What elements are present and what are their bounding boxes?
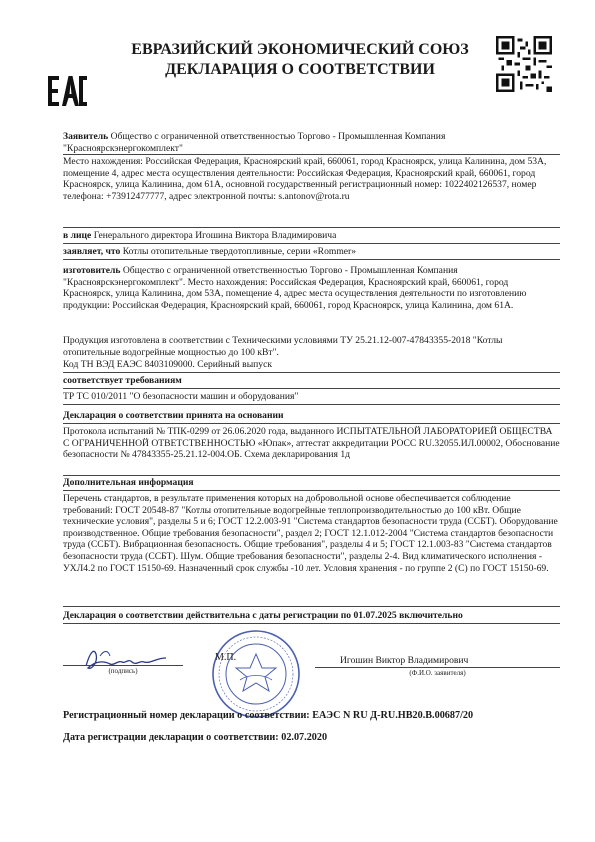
representative-name: Генерального директора Игошина Виктора Владимировича	[93, 230, 337, 241]
header-line-1: ЕВРАЗИЙСКИЙ ЭКОНОМИЧЕСКИЙ СОЮЗ	[131, 41, 469, 58]
signer-caption: (Ф.И.О. заявителя)	[409, 669, 466, 677]
production-standard: Продукция изготовлена в соответствии с Техническими условиями ТУ 25.21.12-007-47843355-2018 "Котлы отопительные водогрейные мощностью до 100 кВт".	[63, 335, 503, 358]
representative-block	[63, 230, 560, 242]
registration-date	[63, 732, 560, 744]
applicant-block	[63, 131, 560, 154]
hs-code: Код ТН ВЭД ЕАЭС 8403109000. Серийный выпуск	[63, 359, 273, 370]
stamp-mp: М.П.	[215, 652, 237, 663]
applicant-name: Общество с ограниченной ответственностью Торгово - Промышленная Компания "Красноярскэнергокомплект"	[63, 131, 446, 154]
signer-name: Игошин Виктор Владимирович	[340, 655, 469, 666]
registration-date-label: Дата регистрации декларации о соответствии:	[63, 732, 279, 743]
manufacturer-text: Общество с ограниченной ответственностью Торгово - Промышленная Компания "Красноярскэнергокомплект". Место нахождения: Российская Федерация, Красноярский край, 660061, город Красноярск, улица Калинина, дом 53А, помещение 4, адрес места осуществления деятельности по изготовлению продукции: Российская Федерация, Красноярский край, 660061, город Красноярск, улица Калинина, дом 61А.	[63, 265, 527, 311]
declares-label: заявляет, что	[63, 246, 121, 257]
eac-logo	[46, 70, 88, 112]
registration-number-value: ЕАЭС N RU Д-RU.НВ20.В.00687/20	[312, 710, 474, 721]
validity-text: Декларация о соответствии действительна с даты регистрации по 01.07.2025 включительно	[63, 610, 463, 621]
header-line-2: ДЕКЛАРАЦИЯ О СООТВЕТСТВИИ	[165, 61, 435, 78]
applicant-label: Заявитель	[63, 131, 109, 142]
basis-text: Протокола испытаний № ТПК-0299 от 26.06.2020 года, выданного ИСПЫТАТЕЛЬНОЙ ЛАБОРАТОРИЕЙ ОБЩЕСТВА С ОГРАНИЧЕННОЙ ОТВЕТСТВЕННОСТЬЮ «Юпак», аттестат аккредитации РОСС RU.32055.ИЛ.00002, Обоснование безопасности № 47843355-25.21.12-004.ОБ. Схема декларирования 1д	[63, 426, 560, 461]
representative-label: в лице	[63, 230, 92, 241]
requirements-label: соответствует требованиям	[63, 375, 182, 386]
registration-number-label: Регистрационный номер декларации о соответствии:	[63, 710, 310, 721]
qr-code-icon	[496, 36, 552, 92]
declares-block	[63, 246, 560, 258]
manufacturer-label: изготовитель	[63, 265, 121, 276]
additional-label: Дополнительная информация	[63, 477, 194, 488]
requirements-text: ТР ТС 010/2011 "О безопасности машин и оборудования"	[63, 391, 299, 402]
additional-text: Перечень стандартов, в результате применения которых на добровольной основе обеспечивается соблюдение требований: ГОСТ 20548-87 "Котлы отопительные водогрейные теплопроизводительностью до 100 кВт. Общие технические условия", разделы 5 и 6; ГОСТ 12.2.003-91 "Система стандартов безопасности труда (ССБТ). Оборудование производственное. Общие требования безопасности", раздел 2; ГОСТ 12.1.012-2004 "Система стандартов безопасности труда (ССБТ). Вибрационная безопасность. Общие требования", разделы 4 и 5; ГОСТ 12.1.003-83 "Система стандартов безопасности труда (ССБТ). Шум. Общие требования безопасности", разделы 2-4. Вид климатического исполнения - УХЛ4.2 по ГОСТ 15150-69. Назначенный срок службы -10 лет. Условия хранения - по группе 2 (С) по ГОСТ 15150-69.	[63, 493, 558, 574]
registration-number	[63, 710, 560, 722]
applicant-location: Место нахождения: Российская Федерация, Красноярский край, 660061, город Красноярск, улица Калинина, дом 53А, помещение 4, адрес места осуществления деятельности: Российская Федерация, Красноярский край, 660061, город Красноярск, улица Калинина, дом 61А, основной государственный регистрационный номер: 1022402126537, номер телефона: +73912477777, адрес электронной почты: s.antonov@rota.ru	[63, 156, 547, 202]
company-stamp-icon	[210, 628, 302, 720]
manufacturer-block	[63, 265, 560, 311]
registration-date-value: 02.07.2020	[281, 732, 328, 743]
signature-caption: (подпись)	[108, 667, 138, 675]
declares-product: Котлы отопительные твердотопливные, серии «Rommer»	[122, 246, 357, 257]
basis-label: Декларация о соответствии принята на основании	[63, 410, 284, 421]
